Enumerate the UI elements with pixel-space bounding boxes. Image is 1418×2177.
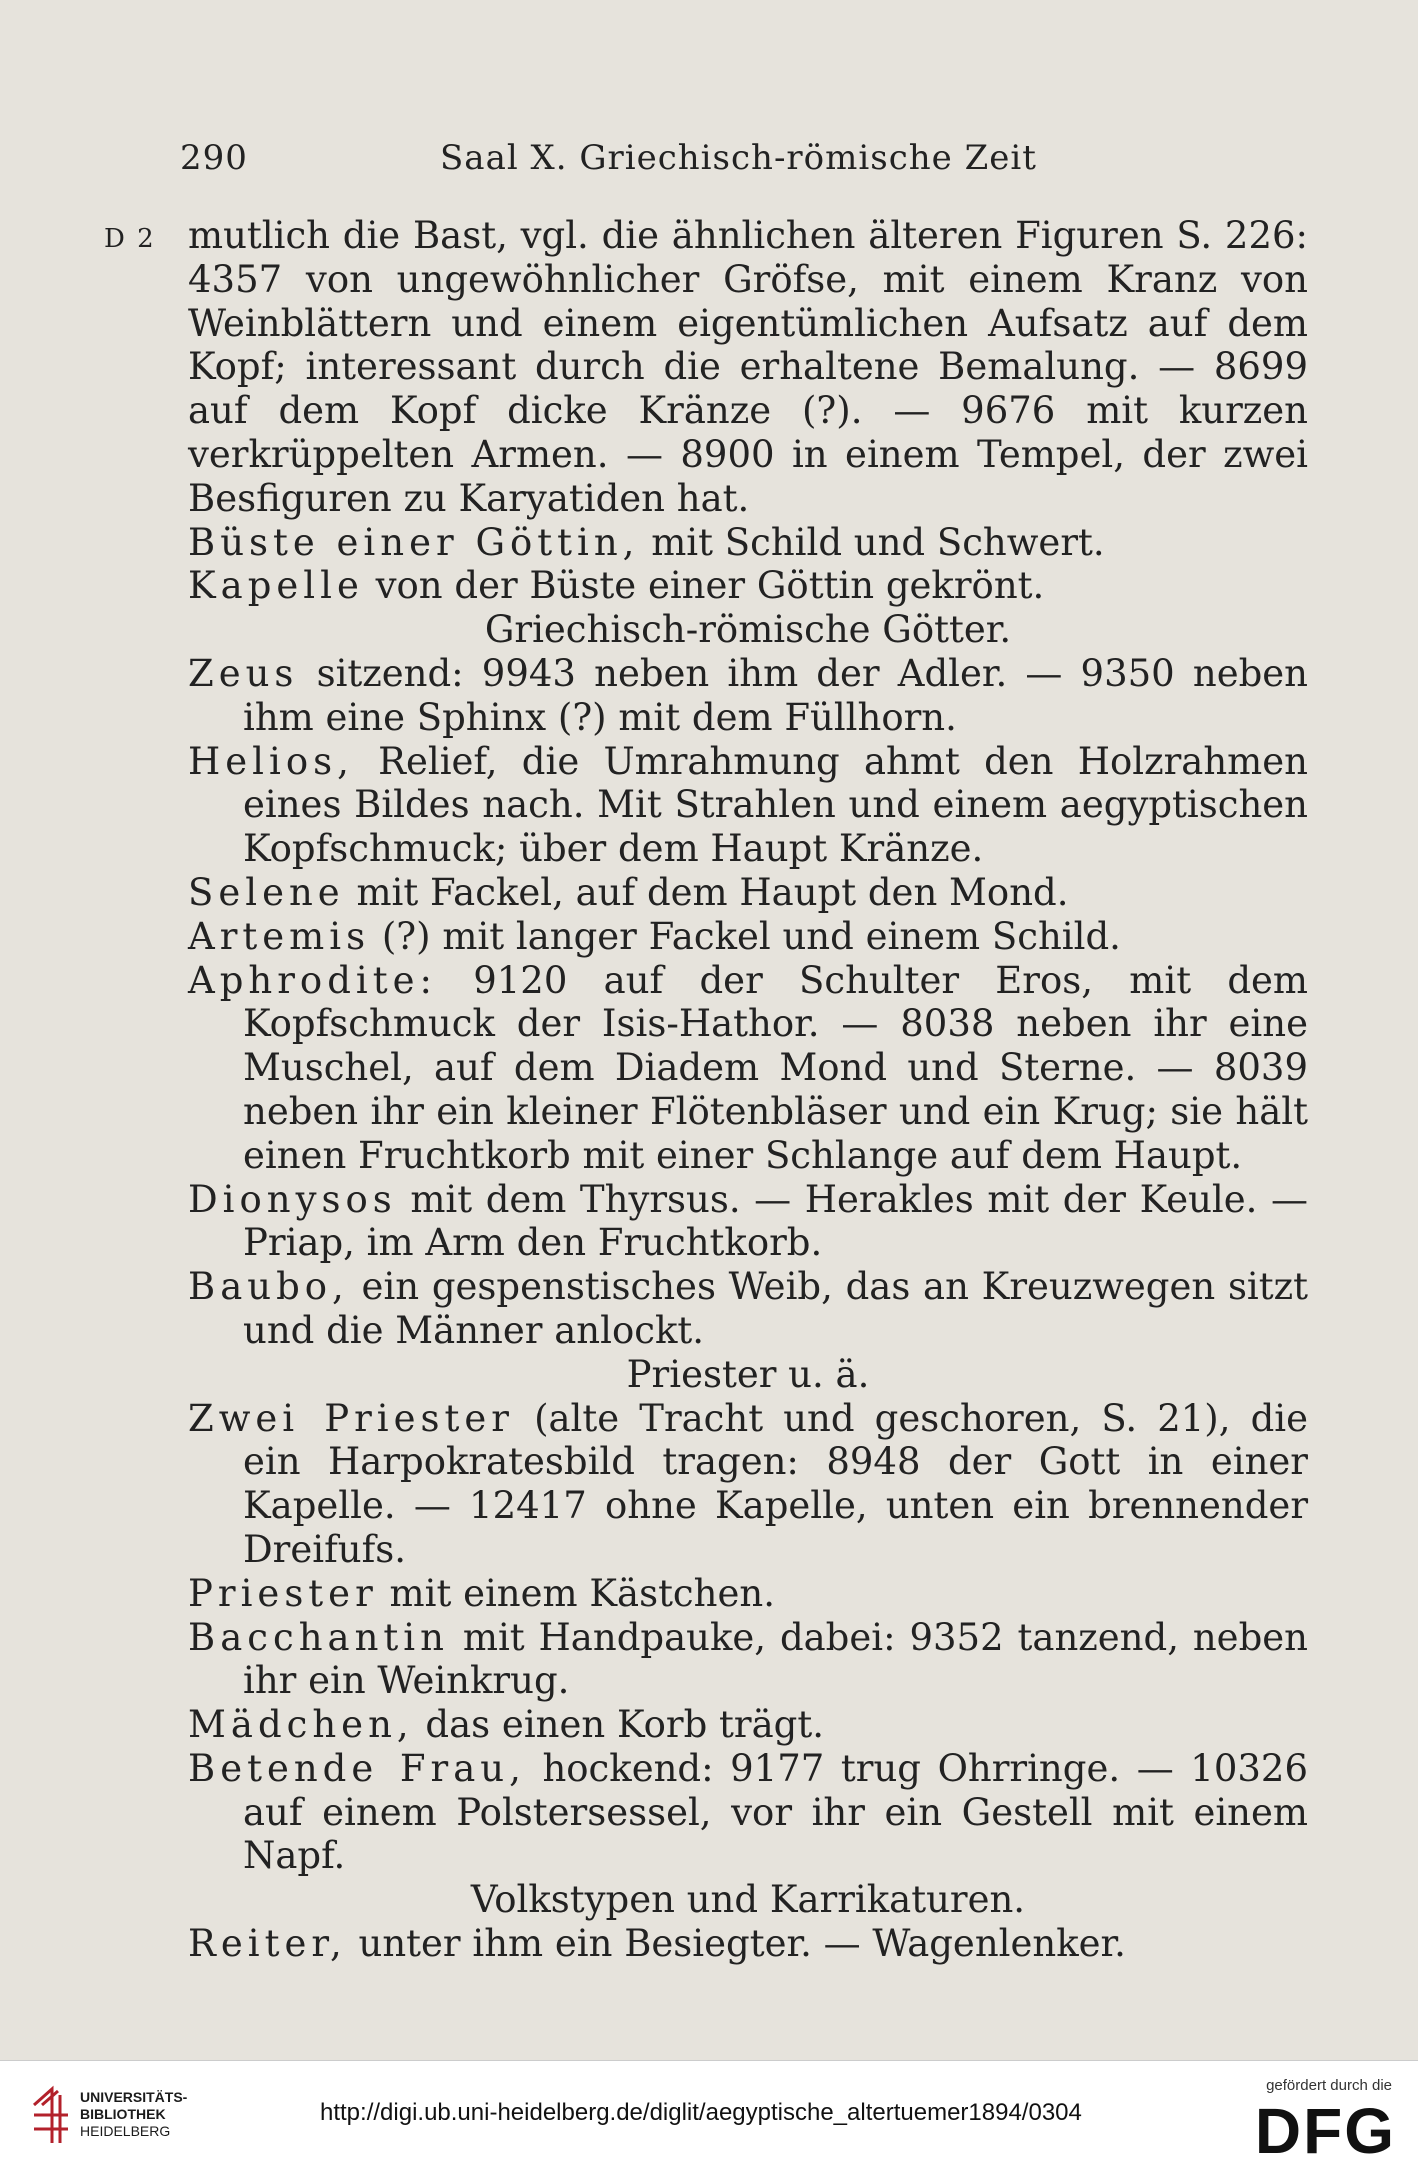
entry-lead: Artemis bbox=[188, 914, 371, 958]
entry-dionysos bbox=[188, 1178, 1308, 1266]
entry-bacchantin bbox=[188, 1616, 1308, 1704]
entry-text: mit Fackel, auf dem Haupt den Mond. bbox=[344, 870, 1069, 914]
entry-lead: Aphrodite: bbox=[188, 958, 437, 1002]
entry-lead: Bacchantin bbox=[188, 1615, 449, 1659]
entry-text: ein gespenstisches Weib, das an Kreuzwegen sitzt und die Männer anlockt. bbox=[243, 1265, 1308, 1352]
entry-lead: Betende Frau, bbox=[188, 1746, 526, 1790]
entry-lead: Selene bbox=[188, 870, 345, 914]
entry-priester bbox=[188, 1572, 1308, 1616]
entry-text: mit dem Thyrsus. — Herakles mit der Keule. — Priap, im Arm den Fruchtkorb. bbox=[243, 1177, 1308, 1265]
footer-bar bbox=[0, 2060, 1418, 2177]
entry-lead: Reiter, bbox=[188, 1922, 347, 1966]
entry-text: mit Handpauke, dabei: 9352 tanzend, neben ihr ein Weinkrug. bbox=[243, 1615, 1308, 1703]
entry-text: mit einem Kästchen. bbox=[377, 1571, 775, 1615]
funding-caption: gefördert durch die bbox=[1266, 2077, 1392, 2094]
section-heading: Priester u. ä. bbox=[626, 1352, 870, 1396]
entry-helios bbox=[188, 740, 1308, 871]
entry-text: (?) mit langer Fackel und einem Schild. bbox=[370, 914, 1121, 958]
entry-lead: Priester bbox=[188, 1571, 378, 1615]
entry-text: unter ihm ein Besiegter. — Wagenlenker. bbox=[346, 1922, 1126, 1966]
paragraph-0 bbox=[133, 214, 1308, 521]
section-heading: Volkstypen und Karrikaturen. bbox=[470, 1878, 1026, 1922]
entry-reiter bbox=[188, 1922, 1308, 1966]
entry-aphrodite bbox=[188, 959, 1308, 1178]
entry-artemis bbox=[188, 915, 1308, 959]
running-header bbox=[180, 138, 1040, 178]
entry-text: (alte Tracht und geschoren, S. 21), die ein Harpokratesbild tragen: 8948 der Gott in einer Kapelle. — 12417 ohne Kapelle, unten ein brennender Dreifufs. bbox=[243, 1396, 1308, 1571]
entry-buste bbox=[188, 521, 1308, 565]
entry-lead: Büste einer Göttin, bbox=[188, 520, 640, 564]
entry-betende-frau bbox=[188, 1747, 1308, 1878]
paragraph-text: mutlich die Bast, vgl. die ähnlichen älteren Figuren S. 226: 4357 von ungewöhnlicher Gröfse, mit einem Kranz von Weinblättern und einem eigentümlichen Aufsatz auf dem Kopf; interessant durch die erhaltene Bemalung. — 8699 auf dem Kopf dicke Kränze (?). — 9676 mit kurzen verkrüppelten Armen. — 8900 in einem Tempel, der zwei Besfiguren zu Karyatiden hat. bbox=[188, 214, 1308, 520]
entry-lead: Zeus bbox=[188, 651, 299, 695]
library-logo-icon bbox=[30, 2085, 72, 2152]
library-name bbox=[80, 2089, 187, 2140]
entry-baubo bbox=[188, 1265, 1308, 1353]
entry-text: 9120 auf der Schulter Eros, mit dem Kopfschmuck der Isis-Hathor. — 8038 neben ihr eine Muschel, auf dem Diadem Mond und Sterne. — 8039 neben ihr ein kleiner Flötenbläser und ein Krug; sie hält einen Fruchtkorb mit einer Schlange auf dem Haupt. bbox=[243, 958, 1308, 1177]
entry-selene bbox=[188, 871, 1308, 915]
entry-lead: Dionysos bbox=[188, 1177, 397, 1221]
entry-maedchen bbox=[188, 1703, 1308, 1747]
entry-lead: Mädchen, bbox=[188, 1703, 414, 1747]
source-url-link[interactable]: http://digi.ub.uni-heidelberg.de/diglit/aegyptische_altertuemer1894/0304 bbox=[320, 2099, 1082, 2126]
library-line-2: BIBLIOTHEK bbox=[80, 2106, 166, 2122]
page-body bbox=[188, 214, 1308, 1966]
entry-text: das einen Korb trägt. bbox=[413, 1703, 824, 1747]
entry-text: mit Schild und Schwert. bbox=[639, 520, 1105, 564]
entry-zwei-priester bbox=[188, 1397, 1308, 1572]
library-line-3: HEIDELBERG bbox=[80, 2123, 171, 2139]
page-number: 290 bbox=[180, 138, 248, 178]
dfg-logo: DFG bbox=[1254, 2095, 1396, 2167]
library-line-1: UNIVERSITÄTS- bbox=[80, 2089, 188, 2105]
entry-lead: Kapelle bbox=[188, 564, 364, 608]
margin-note: D 2 bbox=[104, 224, 156, 254]
entry-lead: Baubo, bbox=[188, 1265, 349, 1309]
running-title: Saal X. Griechisch-römische Zeit bbox=[440, 138, 1037, 178]
entry-lead: Zwei Priester bbox=[188, 1396, 514, 1440]
entry-text: von der Büste einer Göttin gekrönt. bbox=[363, 564, 1045, 608]
entry-lead: Helios, bbox=[188, 739, 354, 783]
entry-kapelle bbox=[188, 564, 1308, 608]
section-heading: Griechisch-römische Götter. bbox=[484, 608, 1012, 652]
entry-text: hockend: 9177 trug Ohrringe. — 10326 auf einem Polstersessel, vor ihr ein Gestell mit einem Napf. bbox=[243, 1746, 1308, 1878]
entry-zeus bbox=[188, 652, 1308, 740]
entry-text: Relief, die Umrahmung ahmt den Holzrahmen eines Bildes nach. Mit Strahlen und einem aegyptischen Kopfschmuck; über dem Haupt Kränze. bbox=[243, 739, 1308, 871]
entry-text: sitzend: 9943 neben ihm der Adler. — 9350 neben ihm eine Sphinx (?) mit dem Füllhorn. bbox=[243, 651, 1308, 739]
